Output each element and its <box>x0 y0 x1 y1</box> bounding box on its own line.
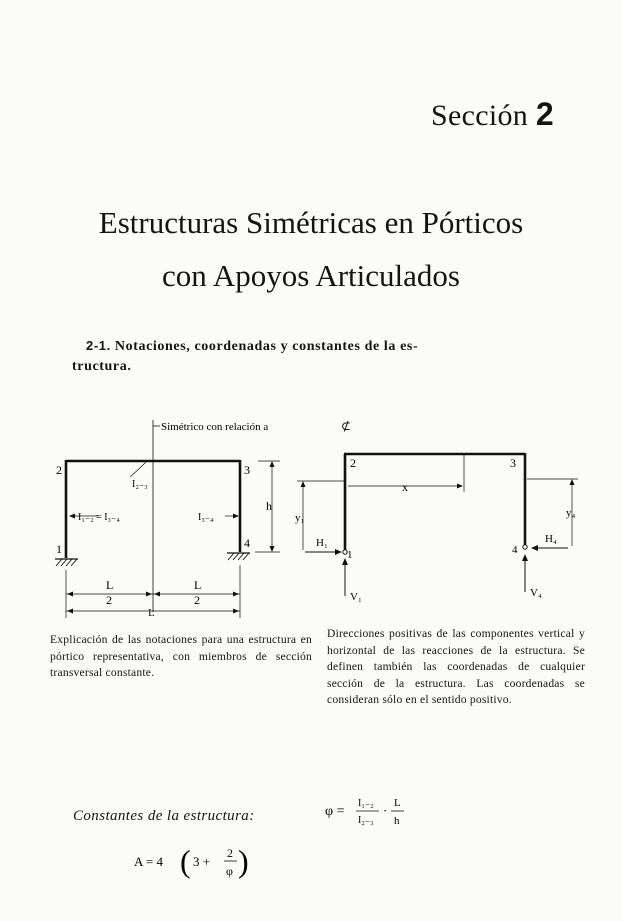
right-node-3-label: 3 <box>510 456 516 470</box>
a-denominator: φ <box>226 864 233 878</box>
node-2-label: 2 <box>56 463 62 477</box>
v1-label: V₁ <box>350 591 362 603</box>
subsection-number: 2-1. <box>86 338 111 353</box>
caption-right: Direcciones positivas de las componentes vertical y horizontal de las reacciones de la estructura. Se definen también las coordenadas de cualquier sección de la estructura. Las coordenadas se consideran sólo en el sentido positivo. <box>327 627 585 706</box>
phi-lhs: φ = <box>325 804 345 819</box>
node-3-label: 3 <box>244 463 250 477</box>
subsection-title-line-1: Notaciones, coordenadas y constantes de la es- <box>114 339 419 354</box>
y1-label: y₁ <box>295 512 305 524</box>
right-node-1-label: 1 <box>347 549 353 561</box>
support-1-hatch <box>56 559 77 566</box>
a-three-plus: 3 + <box>193 854 211 869</box>
symmetry-axis-icon: ⊄ <box>341 419 352 433</box>
L-label: L <box>148 607 155 619</box>
i34-label: I₃₋₄ <box>198 512 214 523</box>
subsection-title-line-2: tructura. <box>72 359 132 374</box>
half-L-numerator-left: L <box>106 578 114 592</box>
caption-left: Explicación de las notaciones para una estructura en pórtico representativa, con miembros de sección transversal constante. <box>50 633 312 679</box>
i23-label: I₂₋₃ <box>132 479 148 490</box>
phi-denominator-1: I₂₋₃ <box>358 815 374 826</box>
h4-label: H₄ <box>545 533 557 545</box>
h1-label: H₁ <box>316 537 328 549</box>
i12-label: I₁₋₂ = I₃₋₄ <box>78 512 120 523</box>
figure-right-frame <box>297 453 578 596</box>
phi-denominator-2: h <box>394 815 400 827</box>
right-node-2-label: 2 <box>350 456 356 470</box>
x-label: x <box>402 480 408 494</box>
a-lhs: A = 4 <box>134 854 164 869</box>
a-numerator: 2 <box>227 846 233 860</box>
half-L-denominator-left: 2 <box>106 593 112 607</box>
a-close-paren: ) <box>238 843 249 879</box>
symmetry-label: Simétrico con relación a <box>161 421 269 433</box>
half-L-denominator-right: 2 <box>194 593 200 607</box>
a-open-paren: ( <box>180 843 191 879</box>
right-node-4-label: 4 <box>512 544 518 556</box>
half-L-numerator-right: L <box>194 578 202 592</box>
section-word: Sección <box>431 99 529 132</box>
y4-label: y₄ <box>566 507 576 519</box>
phi-dot: · <box>383 803 388 818</box>
section-number: 2 <box>535 96 554 132</box>
node-4-label: 4 <box>244 536 250 550</box>
h-label: h <box>266 499 272 513</box>
phi-numerator-2: L <box>394 797 401 809</box>
constants-label: Constantes de la estructura: <box>73 808 255 824</box>
support-4-hatch <box>228 553 249 560</box>
page-title-line-1: Estructuras Simétricas en Pórticos <box>98 205 524 240</box>
node-1-label: 1 <box>56 542 62 556</box>
v4-label: V₄ <box>530 587 542 599</box>
page-title-line-2: con Apoyos Articulados <box>162 258 460 293</box>
phi-numerator-1: I₁₋₂ <box>358 798 374 809</box>
